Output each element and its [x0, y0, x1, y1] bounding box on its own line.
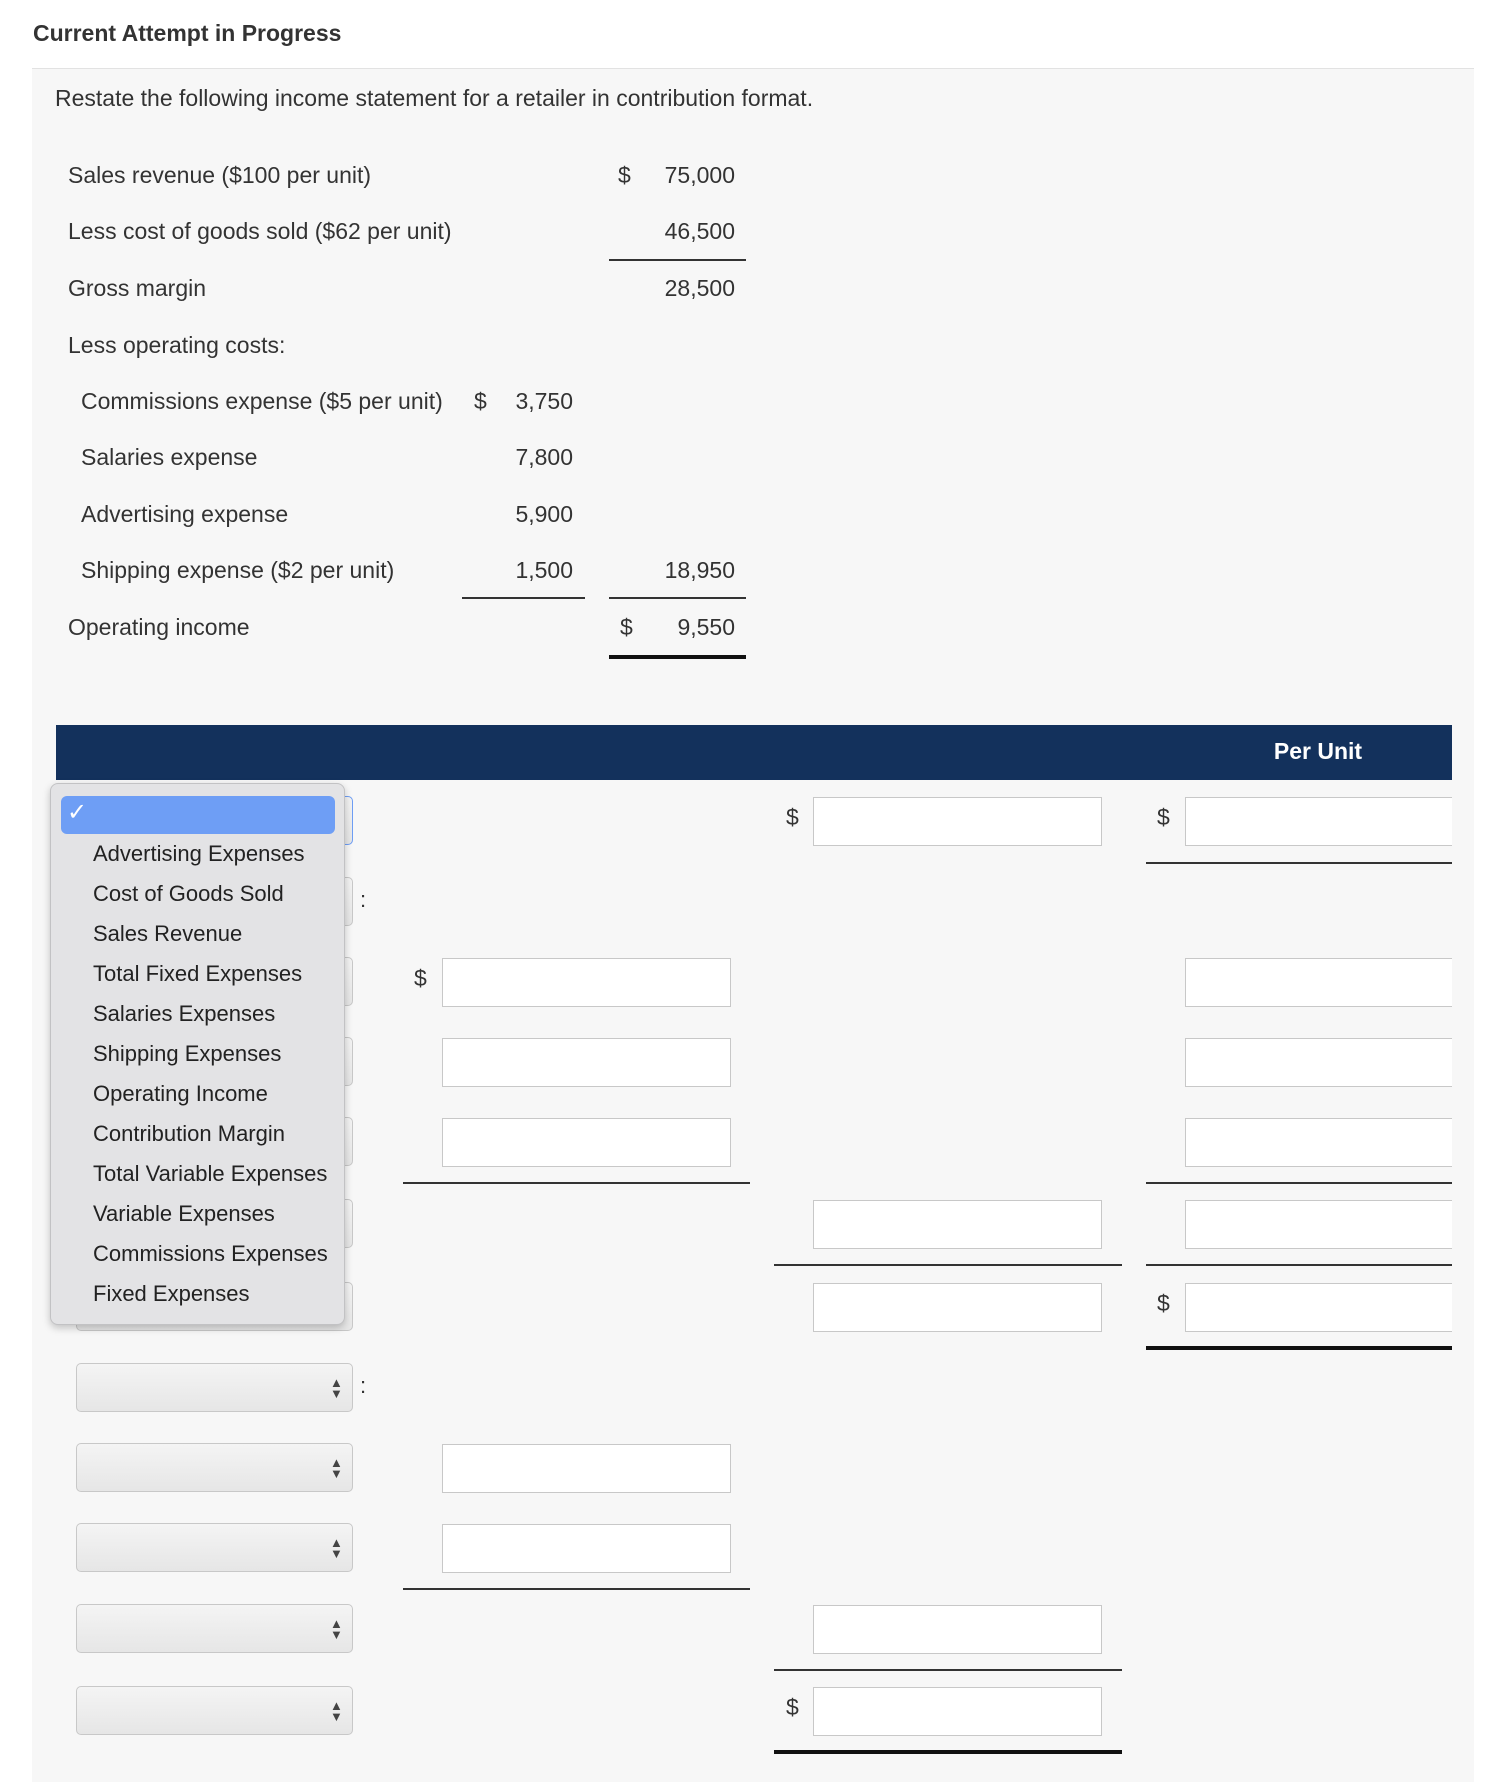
cogs-underline: [609, 259, 746, 261]
row12-total-dollar: $: [786, 1694, 799, 1720]
option-advertising-expenses[interactable]: Advertising Expenses: [93, 841, 305, 866]
row1-total-dollar: $: [786, 804, 799, 830]
salaries-label: Salaries expense: [81, 444, 258, 470]
operating-income-dollar: $: [620, 614, 633, 640]
row9-label-select[interactable]: [76, 1443, 353, 1492]
row3-detail-input[interactable]: [442, 958, 731, 1007]
row7-perunit-dollar: $: [1157, 1290, 1170, 1316]
check-icon: ✓: [67, 799, 88, 826]
operating-income-value: 9,550: [677, 614, 735, 640]
row5-detail-input[interactable]: [442, 1118, 731, 1167]
sales-label: Sales revenue ($100 per unit): [68, 162, 372, 188]
option-total-fixed-expenses[interactable]: Total Fixed Expenses: [93, 961, 303, 986]
row8-colon: :: [360, 1373, 367, 1398]
option-total-variable-expenses[interactable]: Total Variable Expenses: [93, 1161, 328, 1186]
question-prompt: Restate the following income statement for a retailer in contribution format.: [55, 85, 814, 111]
row6-perunit-input[interactable]: [1185, 1200, 1452, 1249]
row5-detail-underline: [403, 1182, 750, 1184]
option-cost-of-goods-sold[interactable]: Cost of Goods Sold: [93, 881, 284, 906]
per-unit-header: Per Unit: [1273, 738, 1363, 764]
row1-perunit-input[interactable]: [1185, 797, 1452, 846]
commissions-dollar: $: [474, 388, 487, 414]
advertising-label: Advertising expense: [81, 501, 289, 527]
option-fixed-expenses[interactable]: Fixed Expenses: [93, 1281, 250, 1306]
cogs-value: 46,500: [664, 218, 735, 244]
option-variable-expenses[interactable]: Variable Expenses: [93, 1201, 275, 1226]
option-contribution-margin[interactable]: Contribution Margin: [93, 1121, 285, 1146]
sales-dollar: $: [618, 162, 631, 188]
sales-value: 75,000: [664, 162, 735, 188]
row7-perunit-input[interactable]: [1185, 1283, 1452, 1332]
row3-perunit-input[interactable]: [1185, 958, 1452, 1007]
total-operating-costs-value: 18,950: [664, 557, 735, 583]
row12-label-select[interactable]: [76, 1686, 353, 1735]
row5-perunit-underline: [1146, 1182, 1452, 1184]
row7-perunit-double-underline: [1146, 1346, 1452, 1350]
row8-label-select[interactable]: [76, 1363, 353, 1412]
header-divider: [32, 68, 1474, 69]
row4-detail-input[interactable]: [442, 1038, 731, 1087]
row12-total-double-underline: [774, 1750, 1122, 1754]
row6-total-input[interactable]: [813, 1200, 1102, 1249]
row11-label-select[interactable]: [76, 1604, 353, 1653]
row1-perunit-dollar: $: [1157, 804, 1170, 830]
shipping-underline: [462, 597, 585, 599]
row6-perunit-underline: [1146, 1264, 1452, 1266]
row7-total-input[interactable]: [813, 1283, 1102, 1332]
opcosts-underline: [609, 597, 746, 599]
row10-detail-input[interactable]: [442, 1524, 731, 1573]
selected-blank-option[interactable]: [61, 796, 335, 834]
row9-detail-input[interactable]: [442, 1444, 731, 1493]
commissions-value: 3,750: [515, 388, 573, 414]
operating-income-double-underline: [609, 655, 746, 659]
row5-perunit-input[interactable]: [1185, 1118, 1452, 1167]
row12-total-input[interactable]: [813, 1687, 1102, 1736]
advertising-value: 5,900: [515, 501, 573, 527]
salaries-value: 7,800: [515, 444, 573, 470]
option-commissions-expenses[interactable]: Commissions Expenses: [93, 1241, 328, 1266]
row6-total-underline: [774, 1264, 1122, 1266]
row2-colon: :: [360, 887, 367, 912]
row11-total-underline: [774, 1669, 1122, 1671]
shipping-label: Shipping expense ($2 per unit): [81, 557, 395, 583]
row11-total-input[interactable]: [813, 1605, 1102, 1654]
cogs-label: Less cost of goods sold ($62 per unit): [68, 218, 452, 244]
dropdown-menu: [50, 783, 345, 1325]
gross-margin-label: Gross margin: [68, 275, 207, 301]
operating-income-label: Operating income: [68, 614, 250, 640]
page-title: Current Attempt in Progress: [33, 20, 342, 46]
select-arrows-icon: ▲ ▼: [330, 1375, 343, 1401]
row10-label-select[interactable]: [76, 1523, 353, 1572]
row3-dollar: $: [414, 965, 427, 991]
select-arrows-icon: ▲ ▼: [330, 1616, 343, 1642]
shipping-value: 1,500: [515, 557, 573, 583]
row10-detail-underline: [403, 1588, 750, 1590]
select-arrows-icon: ▲ ▼: [330, 1455, 343, 1481]
commissions-label: Commissions expense ($5 per unit): [81, 388, 443, 414]
option-salaries-expenses[interactable]: Salaries Expenses: [93, 1001, 276, 1026]
row1-perunit-underline: [1146, 862, 1452, 864]
select-arrows-icon: ▲ ▼: [330, 1698, 343, 1724]
option-shipping-expenses[interactable]: Shipping Expenses: [93, 1041, 282, 1066]
option-operating-income[interactable]: Operating Income: [93, 1081, 268, 1106]
gross-margin-value: 28,500: [664, 275, 735, 301]
row4-perunit-input[interactable]: [1185, 1038, 1452, 1087]
option-sales-revenue[interactable]: Sales Revenue: [93, 921, 243, 946]
select-arrows-icon: ▲ ▼: [330, 1535, 343, 1561]
row1-total-input[interactable]: [813, 797, 1102, 846]
operating-costs-label: Less operating costs:: [68, 332, 286, 358]
